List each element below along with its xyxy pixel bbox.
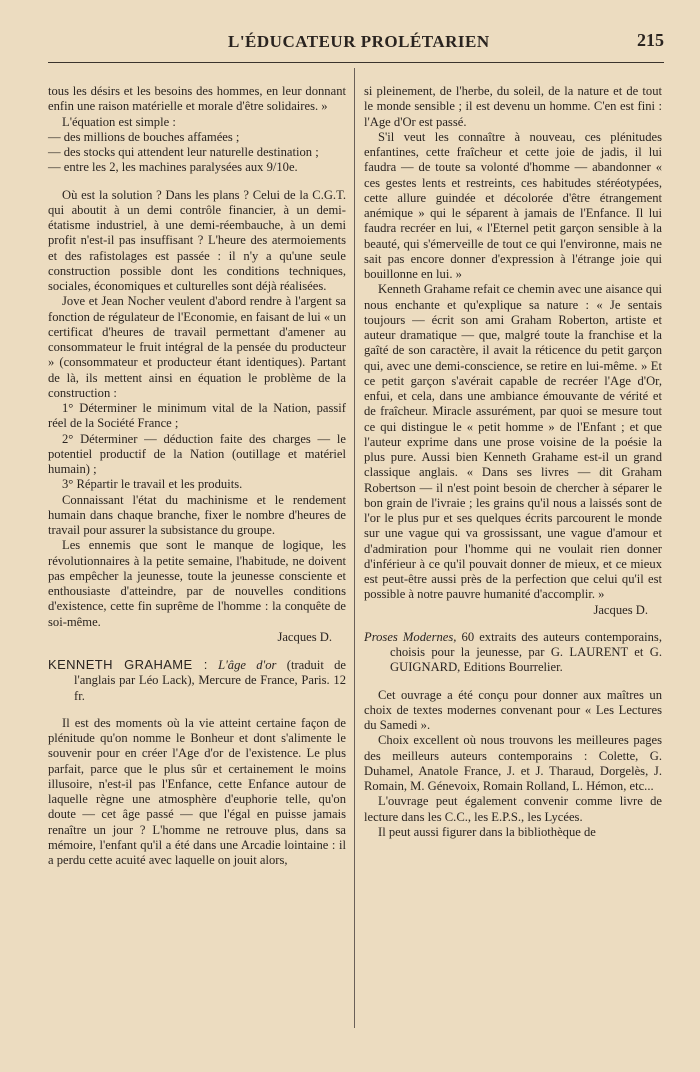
paragraph: 3° Répartir le travail et les produits. <box>62 477 243 492</box>
list-item: — des stocks qui attendent leur naturelle destination ; <box>48 145 319 159</box>
paragraph: Les ennemis que sont le manque de logique, les révolutionnaires à la petite semaine, l'habitude, ne doivent pas empêcher la jeunesse, toute la jeunesse consciente et enthousiaste d'atteindre, par de nouvelles conditions d'existence, cette fin suprême de l'homme : la conquête de soi-même. <box>48 538 346 629</box>
left-column <box>48 84 346 868</box>
right-column <box>364 84 662 840</box>
review-author: KENNETH GRAHAME : <box>48 657 208 672</box>
review-book-title: L'âge d'or <box>218 658 277 672</box>
list-item: — entre les 2, les machines paralysées aux 9/10e. <box>48 160 298 175</box>
signature: Jacques D. <box>277 629 332 644</box>
paragraph: Il peut aussi figurer dans la bibliothèque de <box>378 824 596 839</box>
paragraph: Il est des moments où la vie atteint certaine façon de plénitude qu'on nomme le Bonheur et dont s'alimente le souvenir pour en créer l'Age d'or de l'existence. Le plus parfait, parce que le plus sûr et certainement le moins illusoire, n'est-il pas l'Enfance, cette Enfance autour de laquelle règne une atmosphère d'euphorie telle, qu'on doute — cet âge passé — que l'égal en puisse jamais renaître un jour ? L'homme ne retrouve plus, dans sa mémoire, l'enfant qu'il a été dans une Arcadie lointaine : il a perdu cette acuité avec laquelle on jouit alors, <box>48 715 346 867</box>
paragraph: Kenneth Grahame refait ce chemin avec une aisance qui nous enchante et qu'explique sa nature : « Je sentais toujours — écrit son ami Graham Roberton, artiste et auteur dramatique — que, malgré toute la franchise et la gaîté de son caractère, il avait la réticence du petit garçon qui, avec une demi-conscience, se retire en lui-même. » Et ce petit garçon s'avérait capable de recréer l'Age d'Or, enfui, et cela, dans une ambiance émouvante de vérité et de fraîcheur. Miracle assurément, par quoi se mesure tout ce qui distingue le « petit homme » de l'Enfant ; et que l'auteur exprime dans une prose voisine de la poésie la plus pure. Aussi bien Kenneth Grahame est-il un grand classique anglais. « Dans ses livres — dit Graham Robertson — il n'est point besoin de chercher à séparer le bon grain de l'ivraie ; les grains qu'il nous a laissés sont de l'or le plus pur et ses quelques écrits parcourent le monde sur une vague qui va grossissant, une vague d'amour et d'admiration pour l'homme qui ne voulait rien donner d'inférieur à ce qu'il pouvait donner de mieux, et ce mieux est peut-être aussi près de la perfection que celui qu'il est possible à notre pauvre humanité d'accomplir. » <box>364 282 662 602</box>
page-number: 215 <box>637 30 664 50</box>
journal-title: L'ÉDUCATEUR PROLÉTARIEN <box>228 32 490 51</box>
review-details: (traduit de l'anglais par Léo Lack), Mercure de France, Paris. 12 fr. <box>74 658 346 703</box>
signature: Jacques D. <box>593 602 648 617</box>
review-heading <box>48 657 346 704</box>
paragraph: Où est la solution ? Dans les plans ? Celui de la C.G.T. qui aboutit à un demi contrôle financier, à un demi-étatisme industriel, à une demi-réembauche, à un demi profit n'est-il pas insuffisant ? L'heure des atermoiements et des rafistolages est passée : il n'y a qu'une seule construction possible dont les conditions techniques, sociales, économiques et culturelles sont déjà réalisées. <box>48 187 346 293</box>
paragraph: L'ouvrage peut également convenir comme livre de lecture dans les C.C., les E.P.S., les Lycées. <box>364 794 662 824</box>
review-book-title: Proses Modernes, <box>364 629 457 644</box>
paragraph: S'il veut les connaître à nouveau, ces plénitudes enfantines, cette fraîcheur et cette joie de jadis, il lui faudra — de toute sa volonté d'homme — abandonner « ces gestes lents et restreints, ces habitudes stéréotypées, cette allure guindée et décolorée d'être étrangement anémique » qui le séparent à jamais de l'Enfance. Il lui faudra recréer en lui, « l'Eternel petit garçon sensible à la beauté, qui s'émerveille de tout ce qui l'environne, mais ne sait pas encore donner d'expression à l'étrange joie qui bouillonne en lui. » <box>364 129 662 281</box>
paragraph: Connaissant l'état du machinisme et le rendement humain dans chaque branche, fixer le nombre d'heures de travail pour assurer la subsistance du groupe. <box>48 492 346 537</box>
list-item: — des millions de bouches affamées ; <box>48 129 240 144</box>
column-divider <box>354 68 355 1028</box>
review-heading <box>364 630 662 676</box>
page-header <box>48 30 664 63</box>
paragraph: 2° Déterminer — déduction faite des charges — le potentiel productif de la Nation (outillage et matériel humain) ; <box>48 431 346 476</box>
paragraph: si pleinement, de l'herbe, du soleil, de la nature et de tout le monde sensible ; il est devenu un homme. C'en est fini : l'Age d'Or est passé. <box>364 84 662 129</box>
paragraph: L'équation est simple : <box>62 114 176 129</box>
review-details: 60 extraits des auteurs contemporains, choisis pour la jeunesse, par G. LAURENT et G. GUIGNARD, Editions Bourrelier. <box>390 629 662 675</box>
paragraph: Choix excellent où nous trouvons les meilleures pages des meilleurs auteurs contemporains : Colette, G. Duhamel, Anatole France, J. et J. Tharaud, Dorgelès, J. Romain, M. Génevoix, Romain Rolland, L. Hémon, etc... <box>364 733 662 793</box>
paragraph: Jove et Jean Nocher veulent d'abord rendre à l'argent sa fonction de régulateur de l'Economie, en faisant de lui « un certificat d'heures de travail permettant d'amener au consommateur le fruit intégral de la pensée du producteur » (consommateur et producteur étant identiques). Partant de là, ils mettent ainsi en équation le problème de la construction : <box>48 294 346 400</box>
paragraph: tous les désirs et les besoins des hommes, en leur donnant enfin une raison matérielle et morale d'être solidaires. » <box>48 84 346 114</box>
paragraph: 1° Déterminer le minimum vital de la Nation, passif réel de la Société France ; <box>48 401 346 431</box>
paragraph: Cet ouvrage a été conçu pour donner aux maîtres un choix de textes modernes convenant pour « Les Lectures du Samedi ». <box>364 687 662 732</box>
